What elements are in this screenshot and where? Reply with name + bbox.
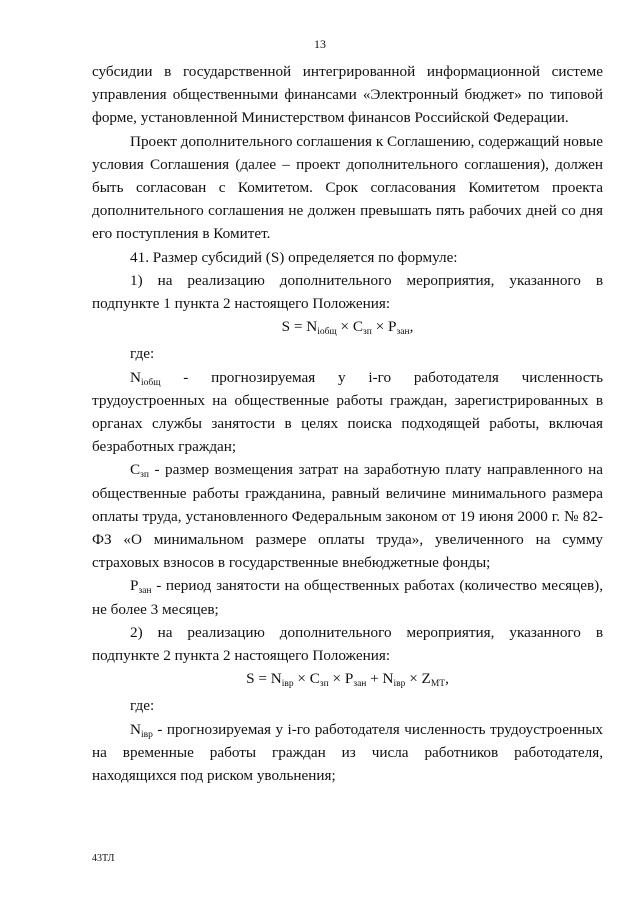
formula-2: $S = N_{iвр} \times C_{зп} \times P_{зан} + N_{iвр} \times Z_{МТ}$, bbox=[246, 670, 449, 690]
paragraph: субсидии в государственной интегрированной информационной системе управления общественными финансами «Электронный бюджет» по типовой форме, установленной Министерством финансов Российской Федерации. bbox=[92, 63, 603, 127]
definition: $N_{iвр}$ - прогнозируемая у i-го работодателя численность трудоустроенных на временные работы граждан из числа работников работодателя, находящихся под риском увольнения; bbox=[92, 720, 603, 785]
document-body bbox=[92, 60, 603, 787]
definition: $C_{зп}$ - размер возмещения затрат на заработную плату направленного на общественные работы гражданина, равный величине минимального размера оплаты труда, установленного Федеральным законом от 19 июня 2000 г. № 82-ФЗ «О минимальном размере оплаты труда», увеличенного на сумму страховых взносов в государственные внебюджетные фонды; bbox=[92, 461, 603, 572]
paragraph: 41. Размер субсидий (S) определяется по формуле: bbox=[130, 248, 458, 266]
formula-1: $S = N_{iобщ} \times C_{зп} \times P_{зан}$, bbox=[281, 318, 414, 338]
paragraph: Проект дополнительного соглашения к Соглашению, содержащий новые условия Соглашения (далее – проект дополнительного соглашения), должен быть согласован с Комитетом. Срок согласования Комитетом проекта дополнительного соглашения не должен превышать пять рабочих дней со дня его поступления в Комитет. bbox=[92, 132, 603, 243]
definition: $N_{iобщ}$ - прогнозируемая у i-го работодателя численность трудоустроенных на общественные работы граждан, зарегистрированных в органах службы занятости в целях поиска подходящей работы, включая безработных граждан; bbox=[92, 368, 603, 456]
footer-code: 43ТЛ bbox=[92, 853, 115, 864]
definition: $P_{зан}$ - период занятости на общественных работах (количество месяцев), не более 3 месяцев; bbox=[92, 577, 603, 618]
where-label: где: bbox=[130, 345, 155, 363]
paragraph: 2) на реализацию дополнительного мероприятия, указанного в подпункте 2 пункта 2 настоящего Положения: bbox=[92, 623, 603, 665]
where-label: где: bbox=[130, 697, 155, 715]
paragraph: 1) на реализацию дополнительного мероприятия, указанного в подпункте 1 пункта 2 настоящего Положения: bbox=[92, 271, 603, 313]
page-number: 13 bbox=[314, 37, 326, 51]
